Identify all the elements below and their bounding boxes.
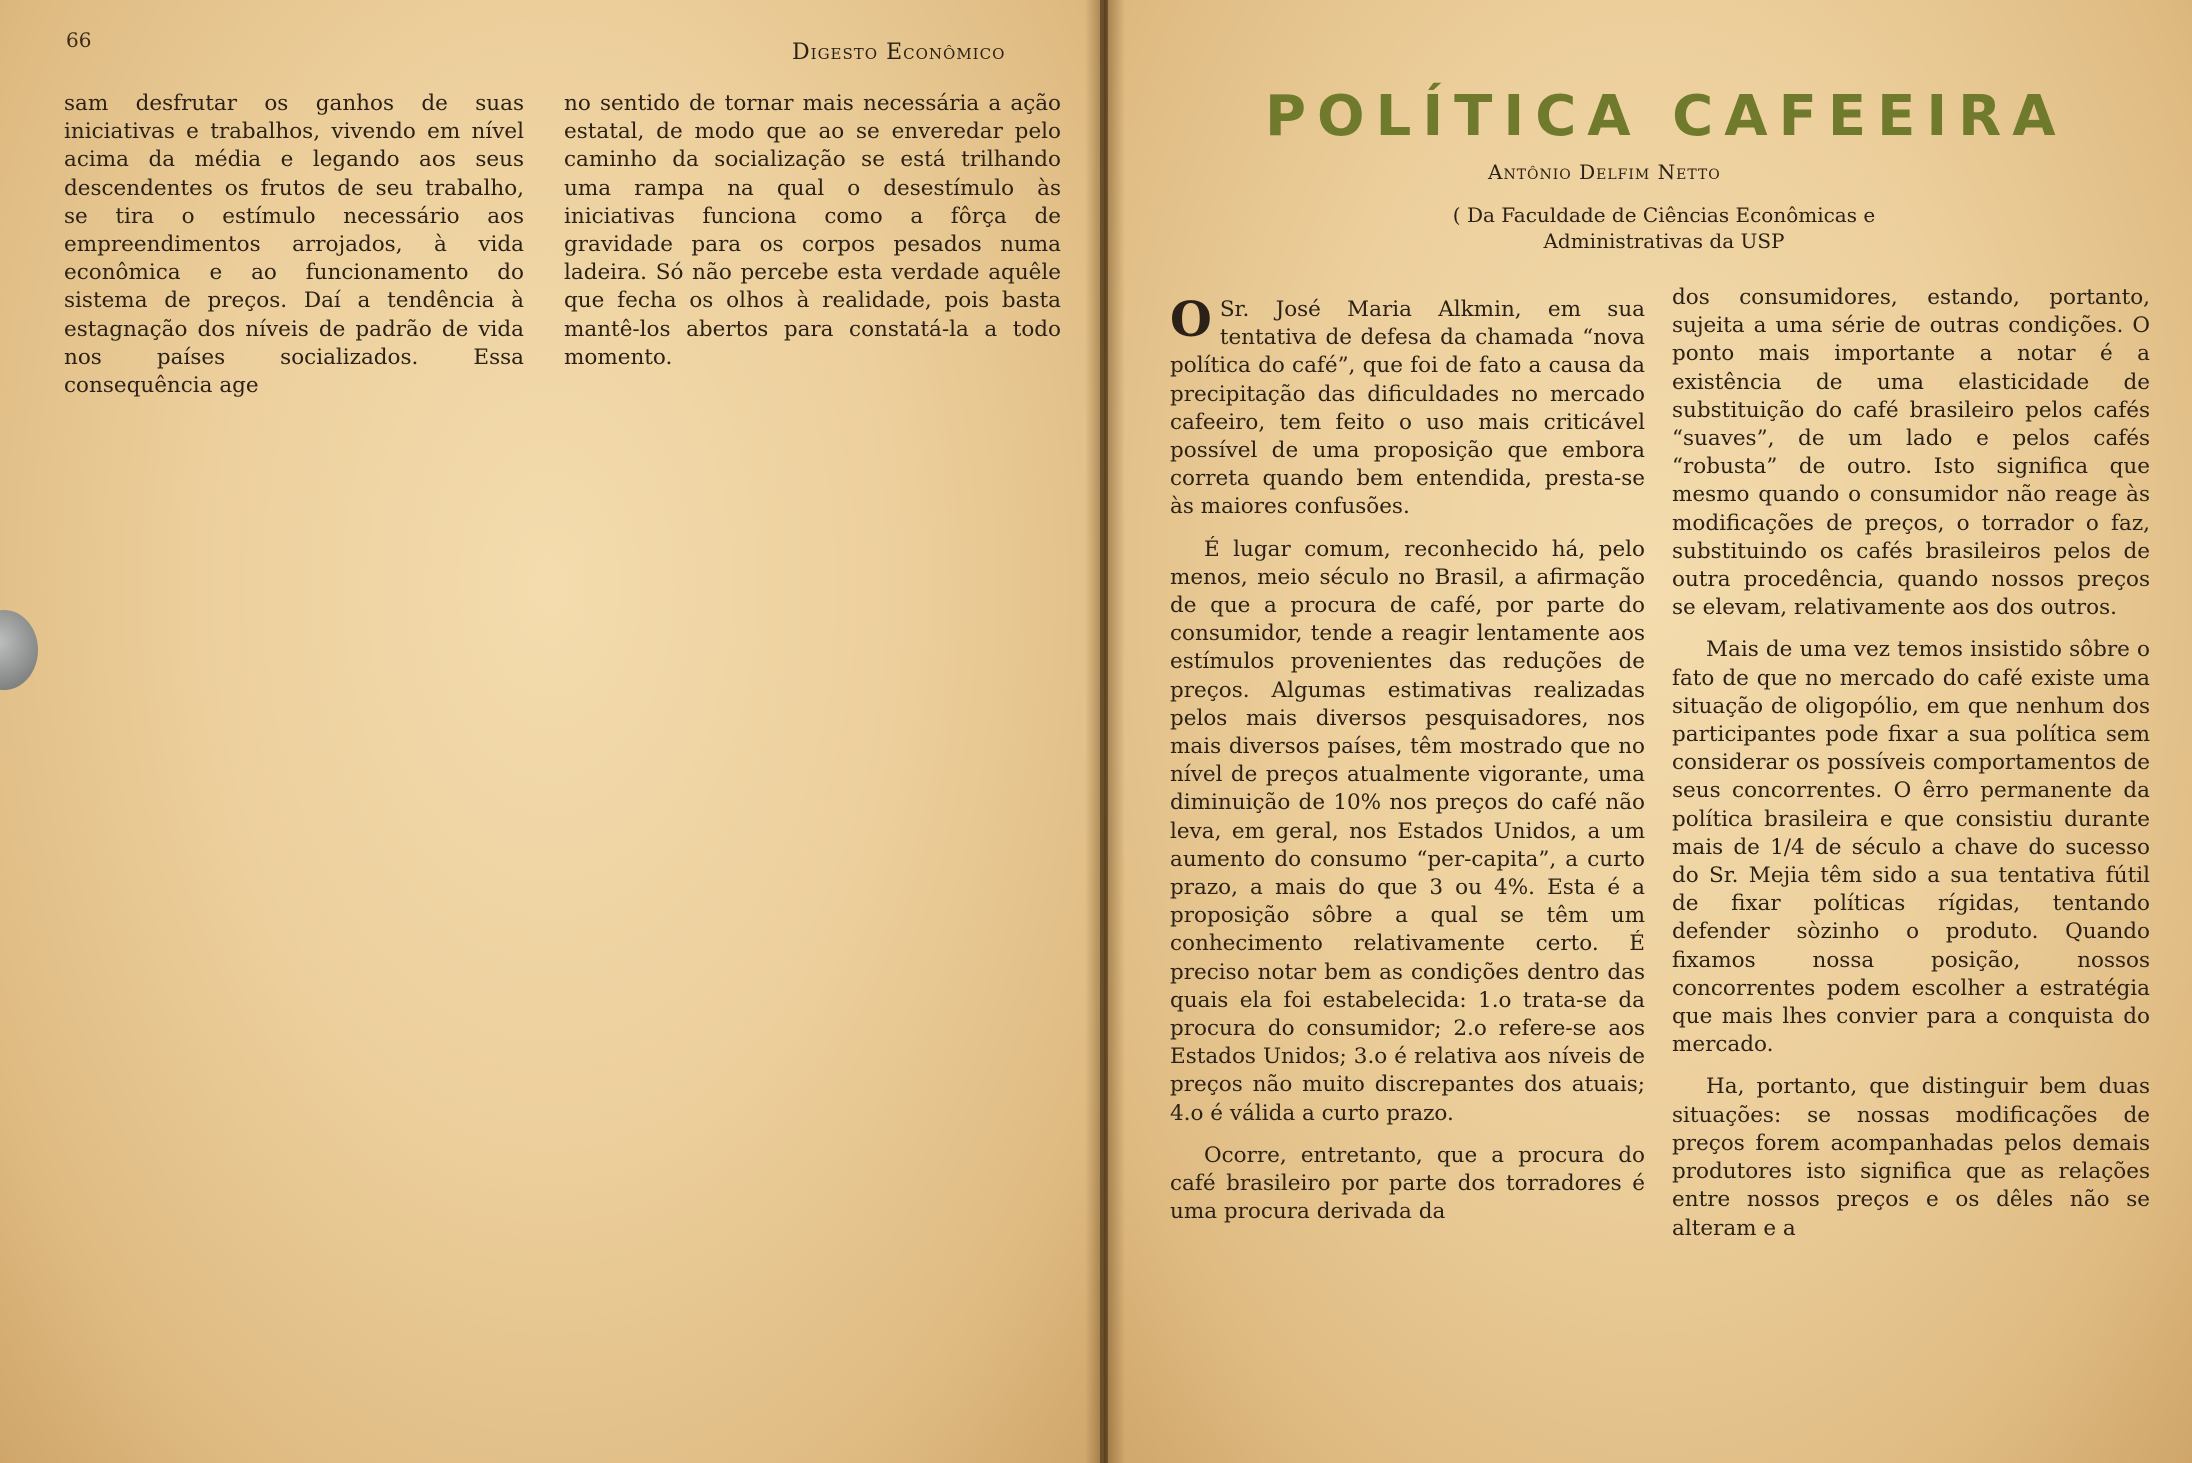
left-column-1 <box>64 90 524 400</box>
article-author: Antônio Delfim Netto <box>1488 160 1721 184</box>
right-column-1 <box>1170 292 1645 1227</box>
paragraph-text: Sr. José Maria Alkmin, em sua tentativa de defesa da chamada “nova política do café”, que foi de fato a causa da precipitação das dificuldades no mercado cafeeiro, tem feito o uso mais criticável possível de uma proposição que embora correta quando bem entendida, presta-se às maiores confusões. <box>1170 297 1645 520</box>
paragraph: Ha, portanto, que distinguir bem duas situações: se nossas modificações de preços forem acompanhadas pelos demais produtores isto significa que as relações entre nossos preços e os dêles não se alteram e a <box>1672 1074 2150 1241</box>
article-title: POLÍTICA CAFEEIRA <box>1265 84 2067 149</box>
page-number: 66 <box>66 28 92 52</box>
author-affiliation: ( Da Faculdade de Ciências Econômicas e Administrativas da USP <box>1452 203 1876 253</box>
paragraph: Ocorre, entretanto, que a procura do café brasileiro por parte dos torradores é uma procura derivada da <box>1170 1142 1645 1225</box>
left-column-2 <box>564 90 1061 372</box>
book-gutter <box>1085 0 1125 1463</box>
paragraph: sam desfrutar os ganhos de suas iniciativas e trabalhos, vivendo em nível acima da média e legando aos seus descendentes os frutos de seu trabalho, se tira o estímulo necessário aos empreendimentos arrojados, à vida econômica e ao funcionamento do sistema de preços. Daí a tendência à estagnação dos níveis de padrão de vida nos países socializados. Essa consequência age <box>64 91 524 399</box>
running-head: Digesto Econômico <box>792 40 1006 65</box>
paragraph: no sentido de tornar mais necessária a ação estatal, de modo que ao se enveredar pelo caminho da socialização se está trilhando uma rampa na qual o desestímulo às iniciativas funciona como a fôrça de gravidade para os corpos pesados numa ladeira. Só não percebe esta verdade aquêle que fecha os olhos à realidade, pois basta mantê-los abertos para constatá-la a todo momento. <box>564 91 1061 370</box>
paragraph: dos consumidores, estando, portanto, sujeita a uma série de outras condições. O ponto mais importante a notar é a existência de uma elasticidade de substituição do café brasileiro pelos cafés “suaves”, de um lado e pelos cafés “robusta” de outro. Isto significa que mesmo quando o consumidor não reage às modificações de preços, o torrador o faz, substituindo os cafés brasileiros pelos de outra procedência, quando nossos preços se elevam, relativamente aos dos outros. <box>1672 285 2150 621</box>
right-column-2 <box>1672 284 2150 1243</box>
drop-cap: O <box>1170 292 1212 348</box>
paragraph: Mais de uma vez temos insistido sôbre o fato de que no mercado do café existe uma situação de oligopólio, em que nenhum dos participantes pode fixar a sua política sem considerar os possíveis comportamentos de seus concorrentes. O êrro permanente da política brasileira e que consistiu durante mais de 1/4 de século a chave do sucesso do Sr. Mejia têm sido a sua tentativa fútil de fixar políticas rígidas, tentando defender sòzinho o produto. Quando fixamos nossa posição, nossos concorrentes podem escolher a estratégia que mais lhes convier para a conquista do mercado. <box>1672 637 2150 1058</box>
paragraph: É lugar comum, reconhecido há, pelo menos, meio século no Brasil, a afirmação de que a procura de café, por parte do consumidor, tende a reagir lentamente aos estímulos provenientes das reduções de preços. Algumas estimativas realizadas pelos mais diversos pesquisadores, nos mais diversos países, têm mostrado que no nível de preços atualmente vigorante, uma diminuição de 10% nos preços do café não leva, em geral, nos Estados Unidos, a um aumento do consumo “per-capita”, a curto prazo, a mais do que 3 ou 4%. Esta é a proposição sôbre a qual se têm um conhecimento relativamente certo. É preciso notar bem as condições dentro das quais ela foi estabelecida: 1.o trata-se da procura do consumidor; 2.o refere-se aos Estados Unidos; 3.o é relativa aos níveis de preços não muito discrepantes dos atuais; 4.o é válida a curto prazo. <box>1170 536 1645 1126</box>
paragraph <box>1170 292 1645 522</box>
binding-hole <box>0 610 38 690</box>
